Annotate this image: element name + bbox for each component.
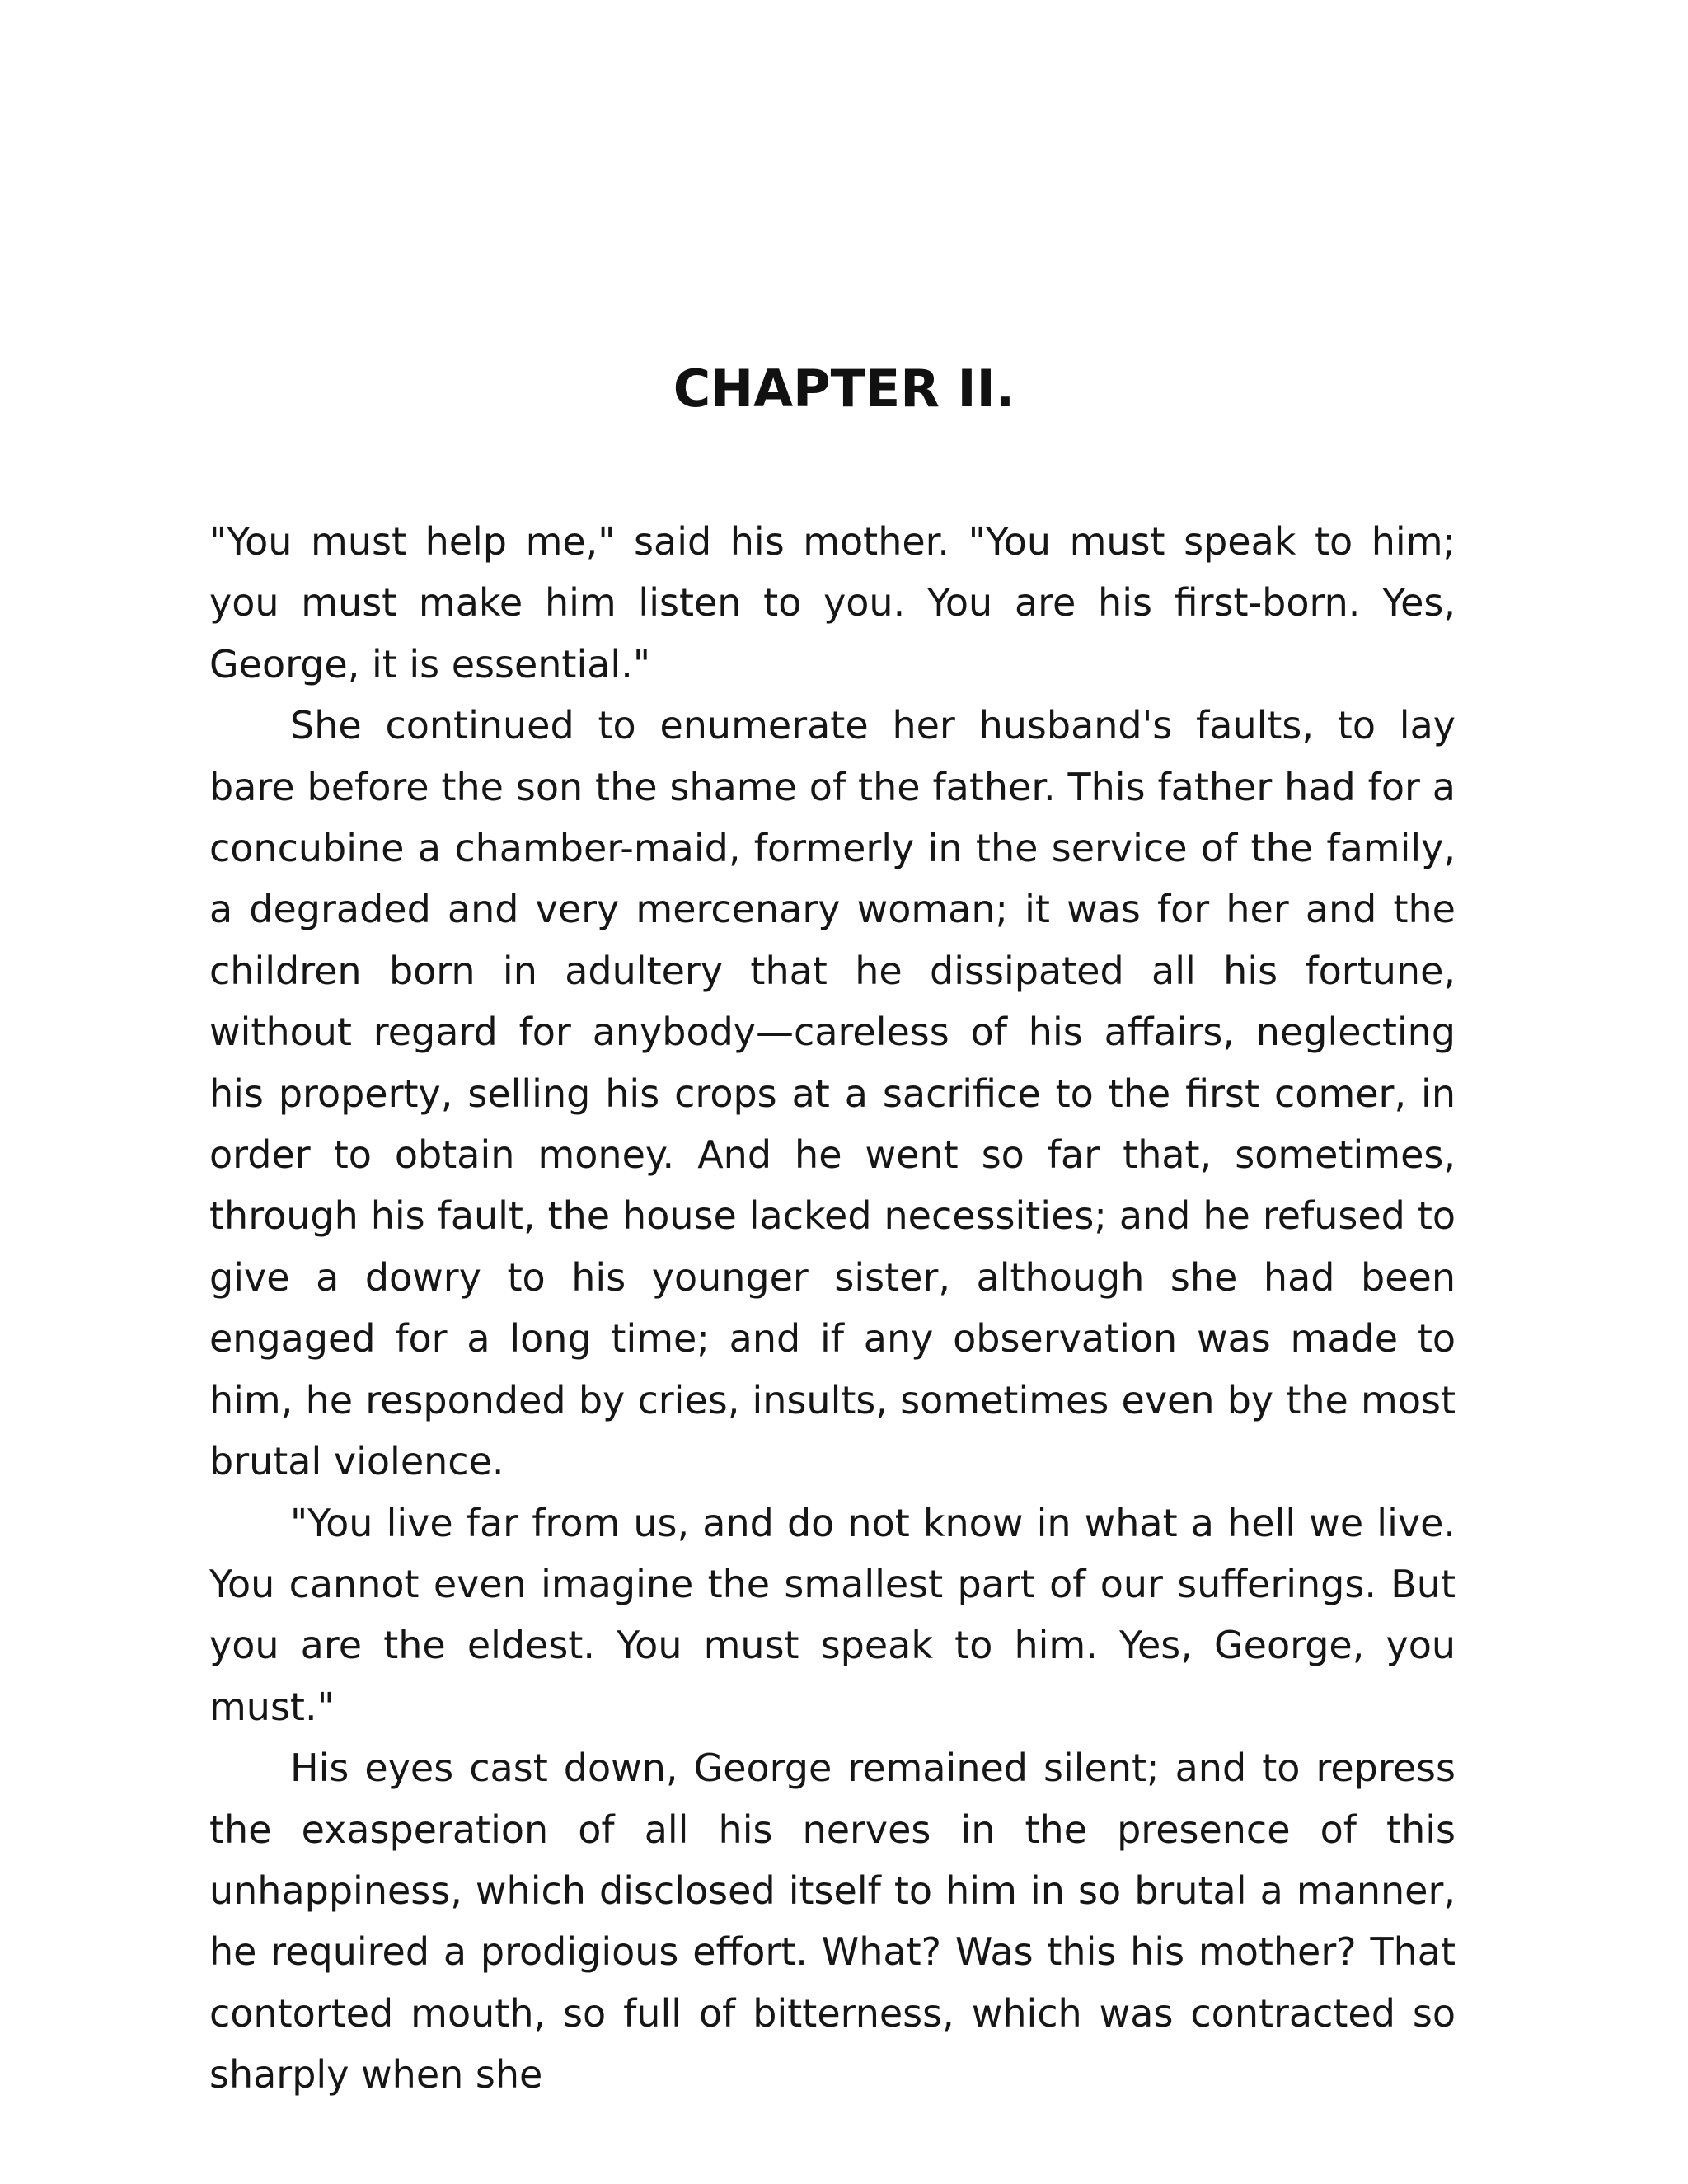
paragraph-1: "You must help me," said his mother. "You must speak to him; you must make him listen to you. You are his first-born. Yes, George, it is essential." xyxy=(209,519,1456,687)
paragraph-2: She continued to enumerate her husband's faults, to lay bare before the son the shame of the father. This father had for a concubine a chamber-maid, formerly in the service of the family, a degraded and very mercenary woman; it was for her and the children born in adultery that he dissipated all his fortune, without regard for anybody—careless of his affairs, neglecting his property, selling his crops at a sacrifice to the first comer, in order to obtain money. And he went so far that, sometimes, through his fault, the house lacked necessities; and he refused to give a dowry to his younger sister, although she had been engaged for a long time; and if any observation was made to him, he responded by cries, insults, sometimes even by the most brutal violence. xyxy=(209,703,1456,1484)
chapter-body xyxy=(209,511,1456,2106)
chapter-title: CHAPTER II. xyxy=(673,359,1015,419)
paragraph-4: His eyes cast down, George remained silent; and to repress the exasperation of all his nerves in the presence of this unhappiness, which disclosed itself to him in so brutal a manner, he required a prodigious effort. What? Was this his mother? That contorted mouth, so full of bitterness, which was contracted so sharply when she xyxy=(209,1746,1456,2097)
paragraph-3: "You live far from us, and do not know in what a hell we live. You cannot even imagine the smallest part of our sufferings. But you are the eldest. You must speak to him. Yes, George, you must." xyxy=(209,1500,1456,1729)
